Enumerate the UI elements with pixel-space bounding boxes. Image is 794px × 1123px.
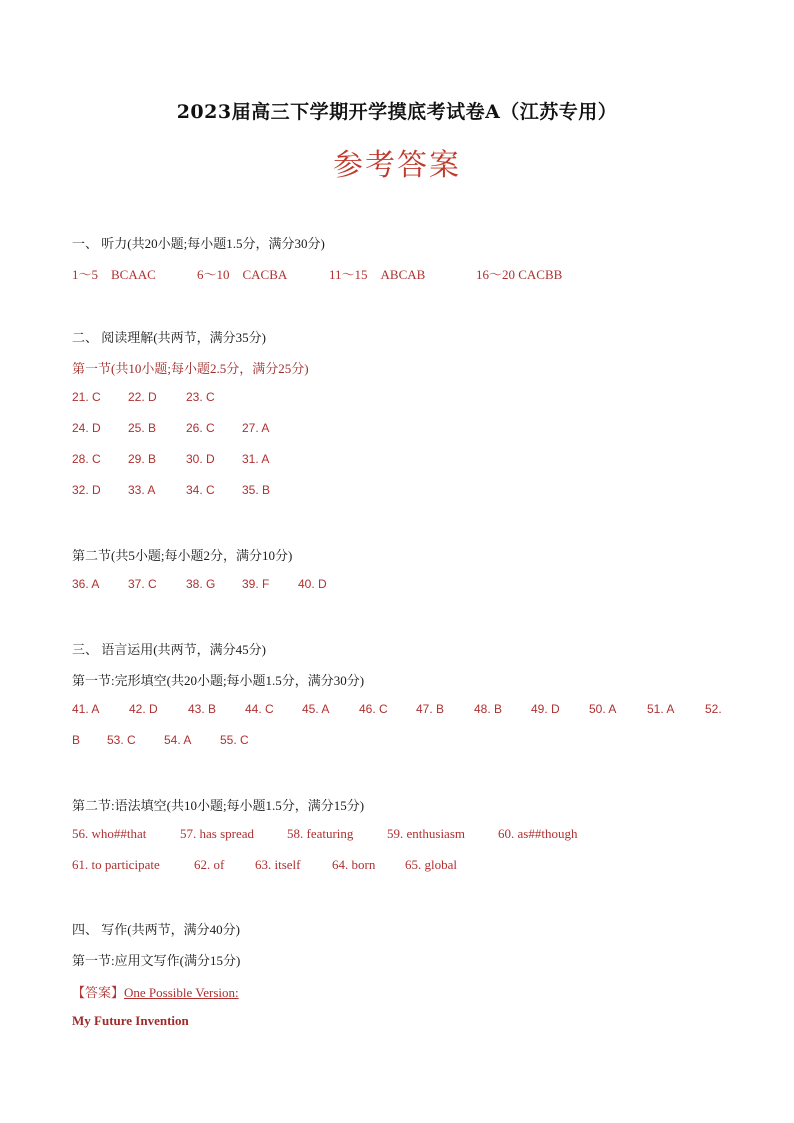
answer-item: 56. who##that xyxy=(72,826,147,841)
answer-item: 48. B xyxy=(474,702,503,716)
answer-item: 65. global xyxy=(405,857,457,872)
answer-item: 61. to participate xyxy=(72,857,160,872)
answer-item: 31. A xyxy=(242,452,270,466)
answer-item: 42. D xyxy=(129,702,158,716)
section-writing-heading: 四、 写作(共两节，满分40分) xyxy=(72,922,240,937)
answer-item: 25. B xyxy=(128,421,157,435)
answer-item: 52. xyxy=(705,702,722,716)
answer-item: 54. A xyxy=(164,733,192,747)
answer-item: 35. B xyxy=(242,483,271,497)
answer-item: 58. featuring xyxy=(287,826,354,841)
answer-item: 40. D xyxy=(298,577,327,591)
cloze-heading: 第一节:完形填空(共20小题;每小题1.5分，满分30分) xyxy=(72,673,365,688)
answer-item: 59. enthusiasm xyxy=(387,826,465,841)
answer-item: 24. D xyxy=(72,421,101,435)
answer-item: 64. born xyxy=(332,857,376,872)
answer-item: 23. C xyxy=(186,390,215,404)
answer-item: 32. D xyxy=(72,483,101,497)
answer-item: 41. A xyxy=(72,702,100,716)
answer-item: 51. A xyxy=(647,702,675,716)
reading-part1-heading: 第一节(共10小题;每小题2.5分，满分25分) xyxy=(72,361,309,376)
answer-item: 63. itself xyxy=(255,857,301,872)
answer-item: 30. D xyxy=(186,452,215,466)
answer-label-line xyxy=(72,982,239,1001)
answer-item: 26. C xyxy=(186,421,215,435)
answer-item: 45. A xyxy=(302,702,330,716)
grammar-fill-heading: 第二节:语法填空(共10小题;每小题1.5分，满分15分) xyxy=(72,798,365,813)
answer-item: 29. B xyxy=(128,452,157,466)
answer-item: 39. F xyxy=(242,577,270,591)
answer-group: 6～10 CACBA xyxy=(197,267,288,282)
answer-group: 11～15 ABCAB xyxy=(329,267,426,282)
section-listening-heading: 一、 听力(共20小题;每小题1.5分，满分30分) xyxy=(72,236,325,251)
section-reading-heading: 二、 阅读理解(共两节，满分35分) xyxy=(72,330,266,345)
answer-item: 47. B xyxy=(416,702,445,716)
writing-part1-heading: 第一节:应用文写作(满分15分) xyxy=(72,953,241,968)
answer-item: 37. C xyxy=(128,577,157,591)
answer-item: 57. has spread xyxy=(180,826,255,841)
essay-title-line xyxy=(72,1013,189,1029)
essay-title: My Future Invention xyxy=(72,1013,189,1028)
possible-version-text: One Possible Version: xyxy=(124,985,239,1000)
answer-item: 62. of xyxy=(194,857,225,872)
answer-item: 28. C xyxy=(72,452,101,466)
answer-group: 16～20 CACBB xyxy=(476,267,563,282)
answer-item: 21. C xyxy=(72,390,101,404)
answer-tag: 【答案】 xyxy=(72,985,125,1000)
page-title: 2023届高三下学期开学摸底考试卷A（江苏专用） xyxy=(176,101,618,123)
answer-item: B xyxy=(72,733,81,747)
answer-item: 44. C xyxy=(245,702,274,716)
answer-item: 53. C xyxy=(107,733,136,747)
answer-group: 1～5 BCAAC xyxy=(72,267,156,282)
reading-part2-heading: 第二节(共5小题;每小题2分，满分10分) xyxy=(72,548,293,563)
answer-item: 50. A xyxy=(589,702,617,716)
answer-item: 55. C xyxy=(220,733,249,747)
answer-item: 34. C xyxy=(186,483,215,497)
answer-item: 43. B xyxy=(188,702,217,716)
answer-item: 49. D xyxy=(531,702,560,716)
page-subtitle: 参考答案 xyxy=(333,148,461,183)
answer-item: 46. C xyxy=(359,702,388,716)
answer-item: 27. A xyxy=(242,421,270,435)
answer-item: 38. G xyxy=(186,577,216,591)
answer-item: 60. as##though xyxy=(498,826,578,841)
section-language-heading: 三、 语言运用(共两节，满分45分) xyxy=(72,642,266,657)
answer-item: 33. A xyxy=(128,483,156,497)
answer-item: 36. A xyxy=(72,577,100,591)
answer-item: 22. D xyxy=(128,390,157,404)
